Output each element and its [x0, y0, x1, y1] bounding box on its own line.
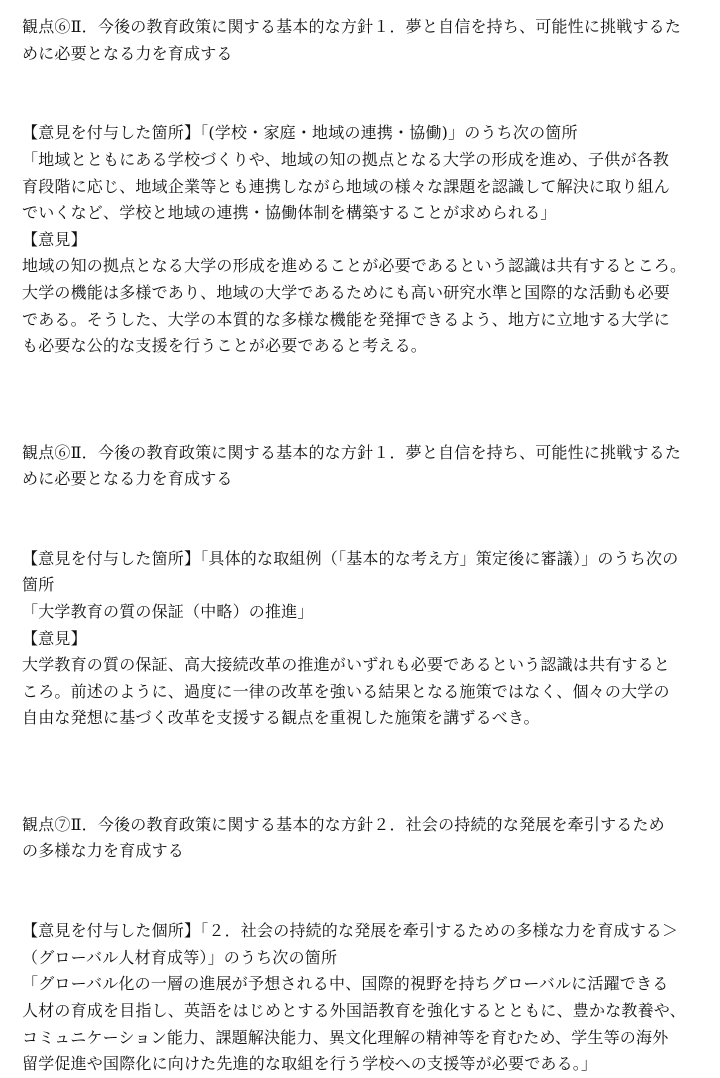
- quoted-text: 留学促進や国際化に向けた先進的な取組を行う学校への支援等が必要である。」: [22, 1054, 598, 1074]
- section-heading: 観点⑥Ⅱ．今後の教育政策に関する基本的な方針１．夢と自信を持ち、可能性に挑戦するた: [22, 442, 682, 462]
- quoted-text: 人材の育成を目指し、英語をはじめとする外国語教育を強化するとともに、豊かな教養や、: [22, 1000, 686, 1020]
- opinion-text: 自由な発想に基づく改革を支援する観点を重視した施策を講ずるべき。: [22, 708, 540, 728]
- section-heading: めに必要となる力を育成する: [22, 469, 233, 489]
- quoted-text: 「地域とともにある学校づくりや、地域の知の拠点となる大学の形成を進め、子供が各教: [22, 149, 670, 169]
- quoted-text: 育段階に応じ、地域企業等とも連携しながら地域の様々な課題を認識して解決に取り組ん: [22, 176, 671, 196]
- opinion-text: ころ。前述のように、過度に一律の改革を強いる結果となる施策ではなく、個々の大学の: [22, 681, 670, 701]
- opinion-text: も必要な公的な支援を行うことが必要であると考える。: [22, 336, 428, 356]
- quoted-text: 「グローバル化の一層の進展が予想される中、国際的視野を持ちグローバルに活躍できる: [22, 974, 669, 994]
- opinion-label: 【意見】: [22, 628, 87, 648]
- section-heading: 観点⑥Ⅱ．今後の教育政策に関する基本的な方針１．夢と自信を持ち、可能性に挑戦するた: [22, 17, 682, 36]
- quoted-text: コミュニケーション能力、課題解決能力、異文化理解の精神等を育むため、学生等の海外: [22, 1027, 669, 1047]
- quoted-text: でいくなど、学校と地域の連携・協働体制を構築することが求められる」: [22, 203, 557, 223]
- opinion-text: 大学教育の質の保証、高大接続改革の推進がいずれも必要であるという認識は共有すると: [22, 655, 671, 675]
- opinion-text: 大学の機能は多様であり、地域の大学であるためにも高い研究水準と国際的な活動も必要: [22, 282, 671, 302]
- section-1: [22, 14, 712, 360]
- document-page: [22, 14, 712, 1078]
- location-label: 箇所: [22, 575, 55, 595]
- section-2: [22, 440, 712, 733]
- section-3: [22, 812, 712, 1078]
- location-label: （グローバル人材育成等）」のうち次の箇所: [22, 947, 338, 967]
- quoted-text: 「大学教育の質の保証（中略）の推進」: [22, 602, 314, 622]
- location-label: 【意見を付与した箇所】「(学校・家庭・地域の連携・協働)」のうち次の箇所: [22, 123, 578, 143]
- location-label: 【意見を付与した箇所】「具体的な取組例（「基本的な考え方」策定後に審議）」のうち次の: [22, 548, 679, 568]
- section-heading: の多様な力を育成する: [22, 841, 185, 861]
- section-heading: めに必要となる力を育成する: [22, 43, 233, 63]
- opinion-text: である。そうした、大学の本質的な多様な機能を発揮できるよう、地方に立地する大学に: [22, 309, 671, 329]
- opinion-label: 【意見】: [22, 229, 87, 249]
- section-heading: 観点⑦Ⅱ．今後の教育政策に関する基本的な方針２．社会の持続的な発展を牽引するため: [22, 814, 665, 834]
- location-label: 【意見を付与した個所】「２．社会の持続的な発展を牽引するための多様な力を育成する＞: [22, 921, 679, 941]
- opinion-text: 地域の知の拠点となる大学の形成を進めることが必要であるという認識は共有するところ。: [22, 256, 687, 276]
